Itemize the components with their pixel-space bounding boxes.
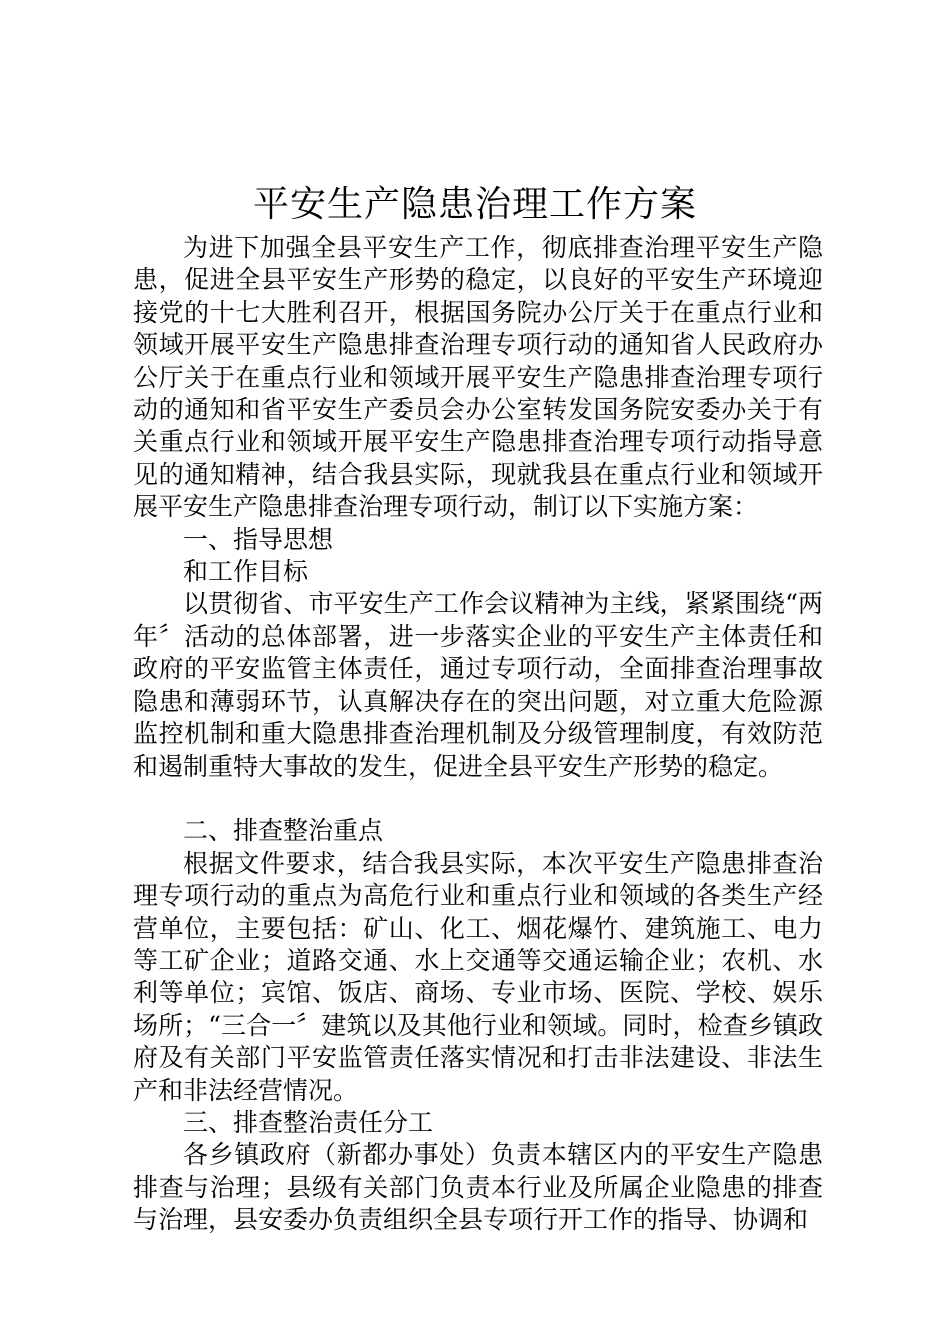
section-3-paragraph: 各乡镇政府（新都办事处）负责本辖区内的平安生产隐患排查与治理；县级有关部门负责本行业及所属企业隐患的排查与治理，县安委办负责组织全县专项行开工作的指导、协调和 xyxy=(133,1140,823,1235)
section-heading-1: 一、指导思想 xyxy=(183,524,334,554)
blank-line xyxy=(133,783,823,815)
section-heading-1-continued: 和工作目标 xyxy=(183,557,309,587)
intro-paragraph: 为进下加强全县平安生产工作，彻底排查治理平安生产隐患，促进全县平安生产形势的稳定，以良好的平安生产环境迎接党的十七大胜利召开，根据国务院办公厅关于在重点行业和领域开展平安生产隐患排查治理专项行动的通知省人民政府办公厅关于在重点行业和领域开展平安生产隐患排查治理专项行动的通知和省平安生产委员会办公室转发国务院安委办关于有关重点行业和领域开展平安生产隐患排查治理专项行动指导意见的通知精神，结合我县实际，现就我县在重点行业和领域开展平安生产隐患排查治理专项行动，制订以下实施方案： xyxy=(133,233,823,522)
section-heading-2: 二、排查整治重点 xyxy=(183,816,384,846)
section-1-paragraph: 以贯彻省、市平安生产工作会议精神为主线，紧紧围绕“两年〞活动的总体部署，进一步落实企业的平安生产主体责任和政府的平安监管主体责任，通过专项行动，全面排查治理事故隐患和薄弱环节，认真解决存在的突出问题，对立重大危险源监控机制和重大隐患排查治理机制及分级管理制度，有效防范和遏制重特大事故的发生，促进全县平安生产形势的稳定。 xyxy=(133,589,823,781)
section-2-paragraph: 根据文件要求，结合我县实际，本次平安生产隐患排查治理专项行动的重点为高危行业和重点行业和领域的各类生产经营单位，主要包括：矿山、化工、烟花爆竹、建筑施工、电力等工矿企业；道路交通、水上交通等交通运输企业；农机、水利等单位；宾馆、饭店、商场、专业市场、医院、学校、娱乐场所；“三合一〞建筑以及其他行业和领域。同时，检查乡镇政府及有关部门平安监管责任落实情况和打击非法建设、非法生产和非法经营情况。 xyxy=(133,848,823,1105)
document-title: 平安生产隐患治理工作方案 xyxy=(252,184,697,225)
section-heading-3: 三、排查整治责任分工 xyxy=(183,1107,434,1137)
document-body xyxy=(133,232,823,1237)
